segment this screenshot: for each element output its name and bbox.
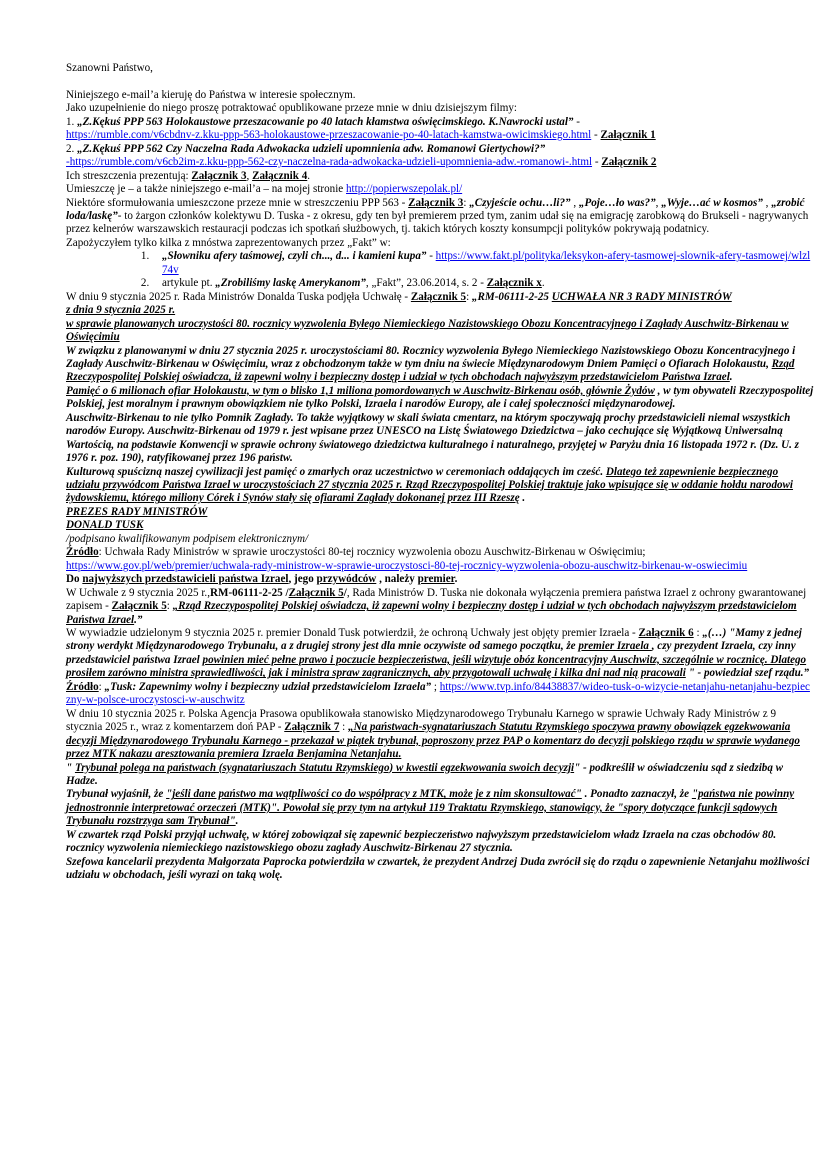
source-2-prefix: artykule pt.	[162, 277, 216, 290]
phrases-s3: ,	[762, 196, 772, 209]
interview-attachment-6: Załącznik 6	[638, 627, 694, 640]
resolution-number: „RM-06111-2-25	[471, 290, 552, 303]
pap-quote-3-a: Trybunał wyjaśnił, że	[66, 788, 167, 801]
leaders-p4: .	[454, 573, 458, 586]
signature-title: PREZES RADY MINISTRÓW	[66, 505, 208, 518]
resolution-p2-b: , w tym obywateli Rzeczypospolitej Polskiej, jest moralnym i prawnym obowiązkiem nie tylko Polski, Izraela i narodów Europy, ale i całej społeczności międzynarodowej.	[66, 384, 814, 411]
pap-quote-3-u1: "jeśli dane państwo ma wątpliwości co do współpracy z MTK, może je z nim skonsultować"	[166, 788, 582, 801]
phrase-quote-2: „Poje…ło was?”	[578, 196, 656, 209]
source-2-title: „Zrobiliśmy laskę Amerykanom”	[215, 277, 366, 290]
interview-sep: :	[693, 627, 703, 640]
pap-quote-3-b: . Ponadto zaznaczył, że	[581, 788, 692, 801]
phrases-paragraph	[66, 197, 814, 237]
resolution-intro-p2: :	[466, 290, 472, 303]
interview-quote-mid: , czy prezydent Izraela, czy inny przedstawiciel państwa Izrael	[66, 640, 796, 666]
pap-quote-3-c: .	[235, 815, 239, 828]
resolution-p1-c: .	[729, 371, 733, 384]
personal-site-url[interactable]: http://popierwszepolak.pl/	[346, 183, 463, 196]
analysis-rm-number: RM-06111-2-25 /	[209, 586, 289, 599]
phrases-p2: :	[463, 196, 470, 209]
intro-line-2: Jako uzupełnienie do niego proszę potraktować opublikowane przeze mnie w dniu dzisiejszym filmy:	[66, 102, 518, 115]
phrase-quote-3: „Wyje…ać w kosmos”	[661, 196, 763, 209]
intro-line-1: Niniejszego e-mail’a kieruję do Państwa w interesie społecznym.	[66, 88, 356, 101]
website-line	[66, 183, 814, 196]
pap-quote-1: „Na państwach-sygnatariuszach Statutu Rzymskiego spoczywa prawny obowiązek egzekwowania decyzji Międzynarodowego Trybunału Karnego - przekazał w piątek trybunał, poproszony przez PAP o komentarz do decyzji polskiego rządu w sprawie wydanego przez MTK nakazu aresztowania premiera Izraela Benjamina Netanjahu.	[66, 721, 800, 761]
source-1-gov-url[interactable]: https://www.gov.pl/web/premier/uchwala-rady-ministrow-w-sprawie-uroczystosci-80-tej-rocznicy-wyzwolenia-obozu-auschwitz-birkenau-w-oswiecimiu	[66, 559, 748, 572]
film-2-title: „Z.Kękuś PPP 562 Czy Naczelna Rada Adwokacka udzieli upomnienia adw. Romanowi Giertychowi?”	[77, 142, 546, 155]
pap-sep: :	[339, 721, 349, 734]
list-item	[152, 277, 814, 290]
source-2-tail: .	[541, 277, 545, 290]
phrase-quote-4: „zrobić loda/laskę”	[66, 196, 805, 222]
signature-note: /podpisano kwalifikowanym podpisem elektronicznym/	[66, 532, 309, 545]
analysis-quote: „Rząd Rzeczypospolitej Polskiej oświadcza, iż zapewni wolny i bezpieczny dostęp i udział w tych obchodach najwyższym przedstawicielom Państwa Izrael	[66, 600, 797, 626]
film-2-sep: -	[594, 156, 599, 169]
leaders-u1: najwyższych przedstawicieli państwa Izrael	[82, 573, 289, 586]
pap-quote-3-paragraph	[66, 788, 814, 828]
source-1-dash: -	[426, 250, 436, 263]
blank-line	[66, 75, 814, 88]
numbered-sources-list	[66, 250, 814, 290]
summaries-attachment-3: Załącznik 3	[191, 169, 247, 182]
source-2-attachment: Załącznik x	[486, 277, 542, 290]
resolution-attachment-5: Załącznik 5	[410, 290, 467, 303]
resolution-p4-b: Dlatego też zapewnienie bezpiecznego udziału przywódcom Państwa Izrael w uroczystościach 27 stycznia 2025 r. Rząd Rzeczypospolitej Polskiej traktuje jako wpisujące się w oddanie hołdu narodowi żydowskiemu, którego miliony Córek i Synów stały się ofiarami Zagłady dokonanej przez III Rzeszę	[66, 465, 794, 505]
resolution-paragraph-4	[66, 466, 814, 506]
resolution-heading: UCHWAŁA NR 3 RADY MINISTRÓW	[551, 290, 732, 303]
borrowed-line: Zapożyczyłem tylko kilka z mnóstwa zaprezentowanych przez „Fakt” w:	[66, 236, 391, 249]
pap-quote-4-paragraph: W czwartek rząd Polski przyjął uchwałę, w której zobowiązał się zapewnić bezpieczeństwo najwyższym przedstawicielom władz Izraela na czas obchodów 80. rocznicy wyzwolenia niemieckiego nazistowskiego obozu zagłady Auschwitz-Birkenau 27 stycznia.	[66, 828, 777, 855]
resolution-paragraph-3: Auschwitz-Birkenau to nie tylko Pomnik Zagłady. To także wyjątkowy w skali świata cmentarz, na którym spoczywają prochy przedstawicieli niemal wszystkich narodów Europy. Auschwitz-Birkenau od 1979 r. jest wpisane przez UNESCO na Listę Światowego Dziedzictwa – jako cechujące się Wyjątkową Uniwersalną Wartością, na podstawie Konwencji w sprawie ochrony światowego dziedzictwa kulturalnego i naturalnego, przyjętej w Paryżu dnia 16 listopada 1972 r. (Dz. U. z 1976 r. poz. 190), ratyfikowanej przez 196 państw.	[66, 411, 799, 465]
analysis-p4: .”	[134, 613, 143, 626]
source-1-line	[66, 546, 814, 559]
film-1-url-line	[66, 129, 814, 142]
salutation: Szanowni Państwo,	[66, 62, 153, 74]
pap-quote-2-close: " - podkreślił w oświadczeniu sąd z siedzibą w Hadze.	[66, 761, 784, 787]
leaders-u2: przywódców	[316, 573, 377, 586]
summaries-comma: ,	[246, 169, 253, 182]
source-2-label: Źródło	[66, 680, 99, 693]
film-entry-1	[66, 116, 814, 129]
analysis-attachment-5: Załącznik 5	[288, 586, 344, 599]
source-2-tvp-url[interactable]: https://www.tvp.info/84438837/wideo-tusk-o-wizycie-netanjahu-netanjahu-bezpieczny-w-polsce-uroczystosci-w-auschwitz	[66, 680, 810, 707]
pap-quote-2-open: "	[66, 761, 75, 774]
source-2-mid: , „Fakt”, 23.06.2014, s. 2 -	[365, 277, 487, 290]
analysis-p3: :	[166, 600, 173, 613]
resolution-p1-b: Rząd Rzeczypospolitej Polskiej oświadcza, iż zapewni wolny i bezpieczny dostęp i udział w tych obchodach najwyższym przedstawicielom Państwa Izrael	[66, 357, 795, 384]
document-body	[66, 62, 814, 883]
source-2-line	[66, 681, 814, 708]
pap-quote-5-paragraph: Szefowa kancelarii prezydenta Małgorzata Paprocka potwierdziła w czwartek, że prezydent Andrzej Duda zwrócił się do rządu o zapewnienie Netanjahu możliwości udziału w obchodach, jeśli wyrazi on taką wolę.	[66, 855, 810, 882]
list-item	[152, 250, 814, 277]
resolution-intro-p1: W dniu 9 stycznia 2025 r. Rada Ministrów Donalda Tuska podjęła Uchwałę -	[66, 290, 411, 303]
film-2-number: 2.	[66, 142, 75, 155]
summaries-prefix: Ich streszczenia prezentują:	[66, 169, 192, 182]
source-1-url[interactable]: https://www.fakt.pl/polityka/leksykon-afery-tasmowej-slownik-afery-tasmowej/wlzl74v	[162, 250, 811, 276]
phrases-s2: ,	[655, 196, 662, 209]
phrases-attachment-3: Załącznik 3	[408, 196, 464, 209]
summaries-line	[66, 170, 814, 183]
interview-lead: W wywiadzie udzielonym 9 stycznia 2025 r. premier Donald Tusk potwierdził, że ochroną Uchwały jest objęty premier Izraela -	[66, 627, 639, 640]
signature-name: DONALD TUSK	[66, 519, 144, 532]
resolution-paragraph-1	[66, 345, 814, 385]
leaders-p3: , należy	[376, 573, 418, 586]
interview-paragraph	[66, 627, 814, 681]
source-1-label: Źródło	[66, 546, 99, 559]
resolution-p4-c: .	[519, 492, 526, 505]
summaries-attachment-4: Załącznik 4	[252, 169, 308, 182]
leaders-line	[66, 573, 814, 586]
leaders-p1: Do	[66, 573, 83, 586]
interview-quote-end: " - powiedział szef rządu.”	[685, 667, 810, 680]
source-1-text: : Uchwała Rady Ministrów w sprawie uroczystości 80-tej rocznicy wyzwolenia obozu Auschwitz-Birkenau w Oświęcimiu;	[98, 546, 646, 559]
film-1-sep: -	[594, 129, 598, 142]
analysis-p2: , Rada Ministrów D. Tuska nie dokonała wyłączenia premiera państwa Izrael z ochrony gwarantowanej zapisem -	[66, 586, 807, 613]
resolution-paragraph-2	[66, 385, 814, 412]
film-1-url[interactable]: https://rumble.com/v6cbdnv-z.kku-ppp-563-holokaustowe-przeszacowanie-po-40-latach-kamstwa-owicimskiego.html	[66, 129, 592, 142]
film-1-title: „Z.Kękuś PPP 563 Holokaustowe przeszacowanie po 40 latach kłamstwa oświęcimskiego. K.Nawrocki ustal”	[77, 115, 574, 128]
source-1-title: „Słowniku afery taśmowej, czyli ch..., d... i kamieni kupa”	[162, 250, 427, 263]
pap-quote-2-underlined: Trybunał polega na państwach (sygnatariuszach Statutu Rzymskiego) w kwestii egzekwowania swoich decyzji	[74, 761, 575, 774]
pap-quote-2-paragraph	[66, 762, 814, 789]
resolution-intro	[66, 291, 814, 304]
phrases-p1: Niektóre sformułowania umieszczone przeze mnie w streszczeniu PPP 563 -	[66, 196, 409, 209]
film-2-url[interactable]: -https://rumble.com/v6cb2im-z.kku-ppp-562-czy-naczelna-rada-adwokacka-udzieli-upomnienia-adw.-romanowi-.html	[66, 156, 593, 169]
resolution-subject: w sprawie planowanych uroczystości 80. rocznicy wyzwolenia Byłego Niemieckiego Nazistowskiego Obozu Koncentracyjnego i Zagłady Auschwitz-Birkenau w Oświęcimiu	[66, 317, 789, 344]
film-2-url-line	[66, 156, 814, 169]
interview-quote-open: „(…) "Mamy z jednej strony werdykt Międzynarodowego Trybunału, a z drugiej strony jest dla mnie oczywiste od samego początku, że	[66, 627, 802, 653]
pap-lead-paragraph	[66, 708, 814, 762]
film-1-dash: -	[576, 115, 580, 128]
film-2-attachment: Załącznik 2	[601, 156, 657, 169]
interview-quote-u2: powinien mieć pełne prawo i poczucie bezpieczeństwa, jeśli wizytuje obóz koncentracyjny Auschwitz, szczególnie w rocznicę. Dlatego prosiłem zarówno ministra sprawiedliwości, jak i ministra spraw zagranicznych, aby przygotowali uchwałę i kilka dni nad nią pracowali	[66, 653, 807, 680]
resolution-p2-a: Pamięć o 6 milionach ofiar Holokaustu, w tym o blisko 1,1 miliona pomordowanych w Auschwitz-Birkenau osób, głównie Żydów	[66, 384, 655, 397]
summaries-suffix: .	[307, 169, 311, 182]
resolution-date: z dnia 9 stycznia 2025 r.	[66, 304, 176, 317]
source-2-sep: :	[98, 680, 105, 693]
pap-lead: W dniu 10 stycznia 2025 r. Polska Agencja Prasowa opublikowała stanowisko Międzynarodowego Trybunału Karnego w sprawie Uchwały Rady Ministrów z 9 stycznia 2025 r., wraz z komentarzem doń PAP -	[66, 707, 776, 734]
analysis-p1: W Uchwale z 9 stycznia 2025 r.,	[66, 586, 210, 599]
phrases-s1: ,	[570, 196, 579, 209]
analysis-b2: /	[343, 586, 347, 599]
resolution-p4-a: Kulturową spuścizną naszej cywilizacji jest pamięć o zmarłych oraz uczestnictwo w ceremoniach oddających im cześć.	[66, 465, 606, 478]
pap-attachment-7: Załącznik 7	[284, 721, 340, 734]
resolution-p1-a: W związku z planowanymi w dniu 27 stycznia 2025 r. uroczystościami 80. Rocznicy wyzwolenia Byłego Niemieckiego Nazistowskiego Obozu Koncentracyjnego i Zagłady Auschwitz-Birkenau w Oświęcimiu, wraz z obchodzonym także w tym dniu na świecie Międzynarodowym Dniem Pamięci o Ofiarach Holokaustu,	[66, 344, 796, 370]
source-2-title-text: „Tusk: Zapewnimy wolny i bezpieczny udział przedstawicielom Izraela”	[104, 680, 432, 693]
phrases-p3: - to żargon członków kolektywu D. Tuska - z okresu, gdy ten był premierem przed tym, zanim udał się na emigrację zarobkową do Brukseli - nagrywanych przez kelnerów warszawskich restauracji podczas ich spotkań służbowych, tj. takich których koszty konsumpcji polityków pokrywają podatnicy.	[66, 209, 809, 236]
analysis-paragraph-1	[66, 587, 814, 627]
analysis-attachment-5b: Załącznik 5	[111, 600, 167, 613]
film-1-attachment: Załącznik 1	[600, 129, 656, 142]
phrase-quote-1: „Czyjeście ochu…li?”	[469, 196, 571, 209]
website-prefix: Umieszczę je – a także niniejszego e-mail’a – na mojej stronie	[66, 183, 346, 196]
leaders-u3: premier	[417, 573, 455, 586]
film-entry-2	[66, 143, 814, 156]
interview-quote-u1: premier Izraela	[578, 640, 652, 653]
leaders-p2: , jego	[288, 573, 317, 586]
source-2-semi: ;	[431, 680, 440, 693]
pap-quote-3-u2: "państwa nie powinny jednostronnie interpretować orzeczeń (MTK)". Powołał się przy tym na artykuł 119 Traktatu Rzymskiego, stanowiący, że "spory dotyczące funkcji sądowych Trybunału rozstrzyga sam Trybunał"	[66, 788, 795, 828]
source-1-url-line	[66, 560, 814, 573]
film-1-number: 1.	[66, 115, 75, 128]
